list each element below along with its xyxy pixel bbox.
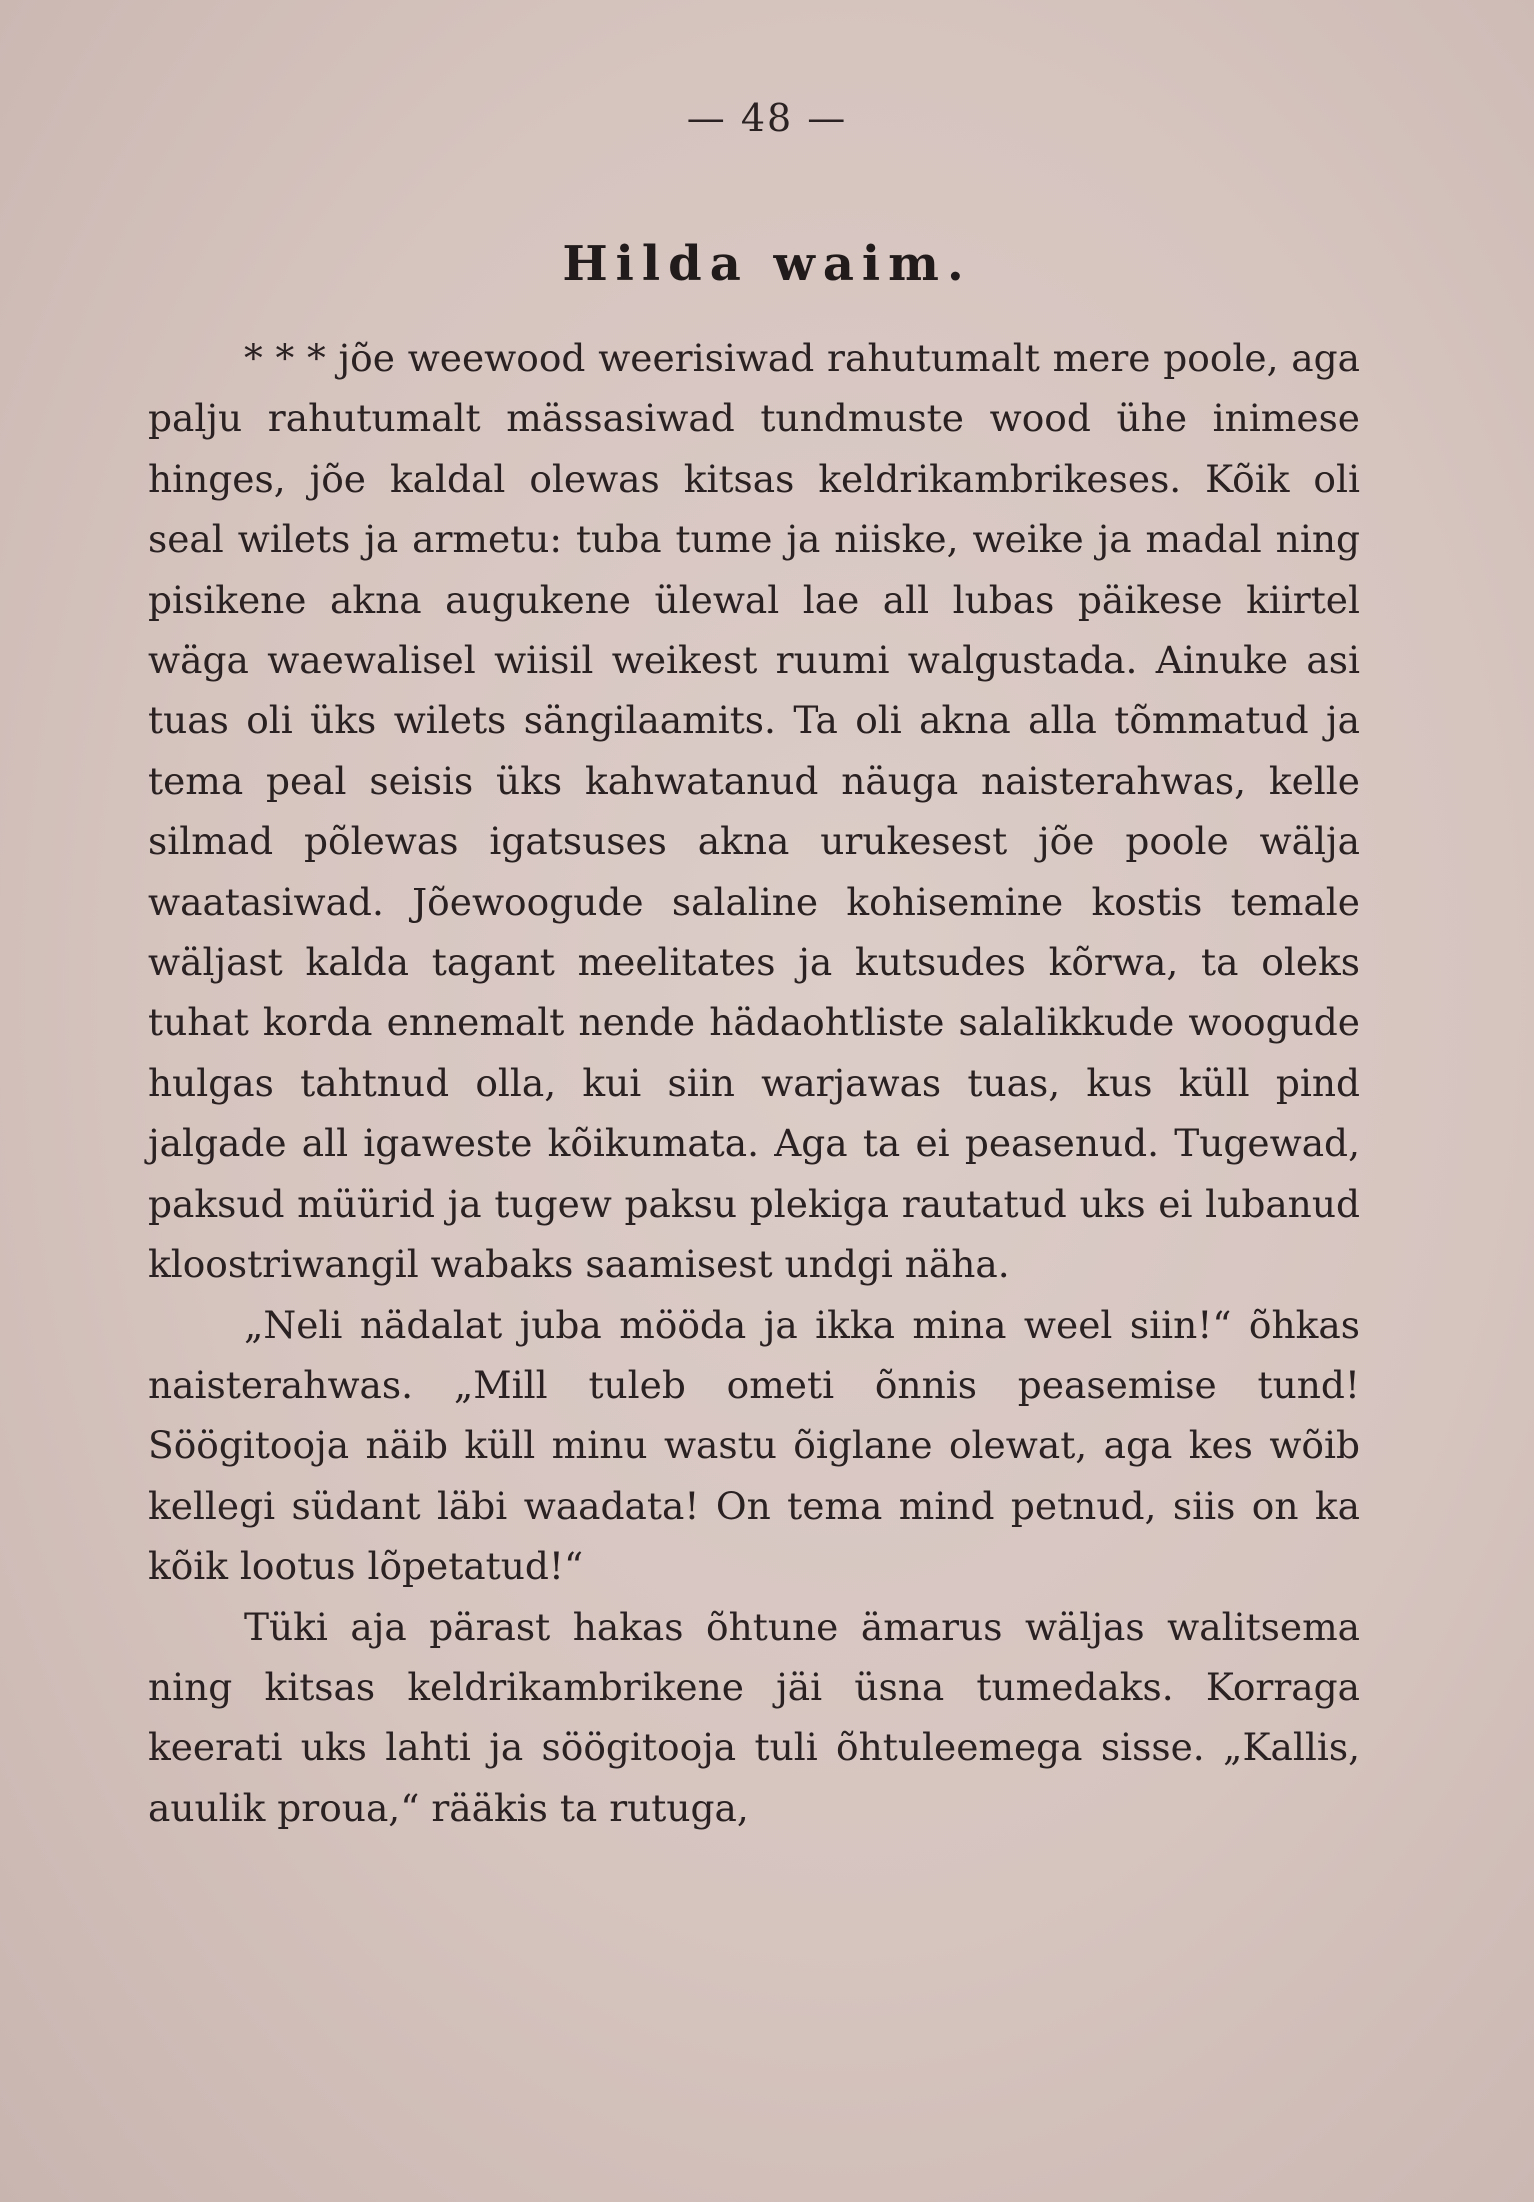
- body-text: [148, 328, 1360, 1838]
- paragraph: * * * jõe weewood weerisiwad rahutumalt mere poole, aga palju rahutumalt mässasiwad tundmuste wood ühe inimese hinges, jõe kaldal olewas kitsas keldrikambrikeses. Kõik oli seal wilets ja armetu: tuba tume ja niiske, weike ja madal ning pisikene akna augukene ülewal lae all lubas päikese kiirtel wäga waewalisel wiisil weikest ruumi walgustada. Ainuke asi tuas oli üks wilets sängilaamits. Ta oli akna alla tõmmatud ja tema peal seisis üks kahwatanud näuga naisterahwas, kelle silmad põlewas igatsuses akna urukesest jõe poole wälja waatasiwad. Jõewoogude salaline kohisemine kostis temale wäljast kalda tagant meelitates ja kutsudes kõrwa, ta oleks tuhat korda ennemalt nende hädaohtliste salalikkude woogude hulgas tahtnud olla, kui siin warjawas tuas, kus küll pind jalgade all igaweste kõikumata. Aga ta ei peasenud. Tugewad, paksud müürid ja tugew paksu plekiga rautatud uks ei lubanud kloostriwangil wabaks saamisest undgi näha.: [148, 336, 1360, 1287]
- chapter-title: Hilda waim.: [562, 236, 972, 292]
- paragraph: „Neli nädalat juba mööda ja ikka mina weel siin!“ õhkas naisterahwas. „Mill tuleb ometi õnnis peasemise tund! Söögitooja näib küll minu wastu õiglane olewat, aga kes wõib kellegi südant läbi waadata! On tema mind petnud, siis on ka kõik lootus lõpetatud!“: [148, 1302, 1360, 1589]
- paragraph: Tüki aja pärast hakas õhtune ämarus wäljas walitsema ning kitsas keldrikambrikene jäi üsna tumedaks. Korraga keerati uks lahti ja söögitooja tuli õhtuleemega sisse. „Kallis, auulik proua,“ rääkis ta rutuga,: [148, 1604, 1360, 1830]
- page-number: — 48 —: [686, 96, 848, 140]
